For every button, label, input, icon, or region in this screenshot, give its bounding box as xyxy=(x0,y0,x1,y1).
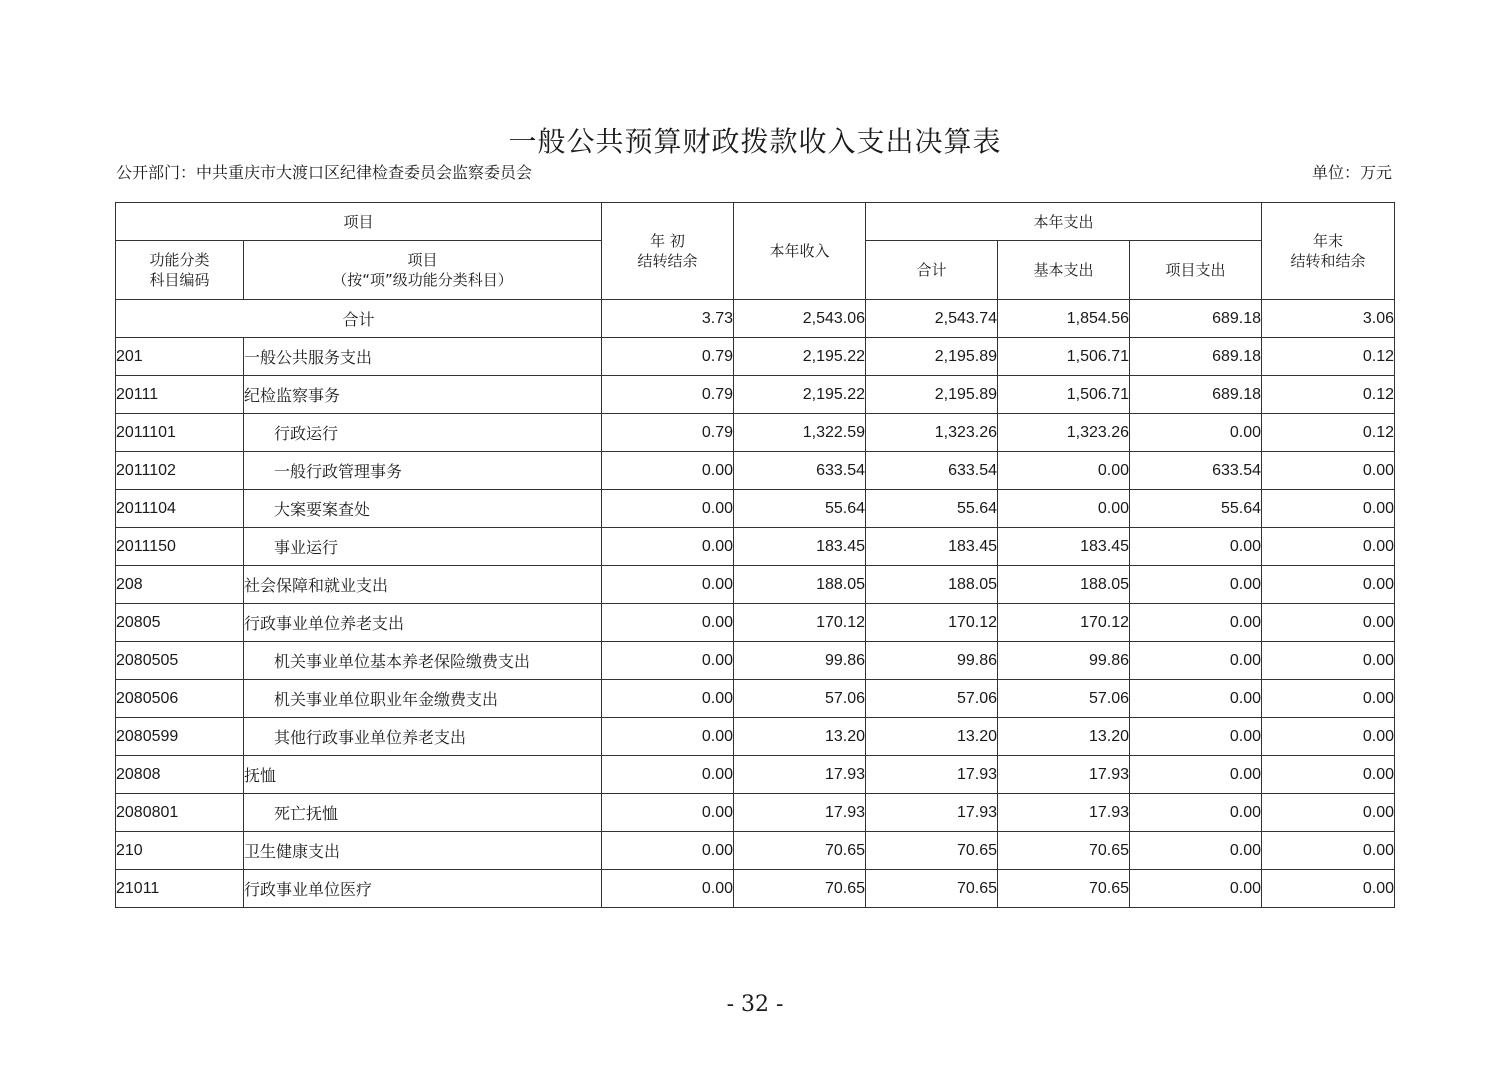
row-name: 纪检监察事务 xyxy=(244,376,602,414)
row-end: 0.00 xyxy=(1262,718,1395,756)
row-begin: 0.79 xyxy=(602,414,734,452)
row-expense-basic: 1,506.71 xyxy=(998,338,1130,376)
row-income: 633.54 xyxy=(734,452,866,490)
row-income: 2,195.22 xyxy=(734,338,866,376)
header-end-balance-text: 年末 结转和结余 xyxy=(1290,232,1366,270)
department-label: 公开部门：中共重庆市大渡口区纪律检查委员会监察委员会 xyxy=(116,163,533,182)
row-end: 0.12 xyxy=(1262,414,1395,452)
header-item-group: 项目 xyxy=(116,203,602,241)
row-expense-total: 70.65 xyxy=(866,832,998,870)
table-row xyxy=(116,528,1395,566)
row-expense-total: 170.12 xyxy=(866,604,998,642)
row-code: 2080599 xyxy=(116,718,244,756)
table-row xyxy=(116,490,1395,528)
row-begin: 0.00 xyxy=(602,756,734,794)
header-expense-total: 合计 xyxy=(866,241,998,300)
row-expense-project: 689.18 xyxy=(1130,338,1262,376)
unit-label: 单位：万元 xyxy=(1311,163,1392,182)
row-expense-total: 13.20 xyxy=(866,718,998,756)
table-row xyxy=(116,376,1395,414)
row-income: 70.65 xyxy=(734,870,866,908)
row-expense-basic: 1,323.26 xyxy=(998,414,1130,452)
table-row xyxy=(116,870,1395,908)
row-end: 0.00 xyxy=(1262,490,1395,528)
row-income: 57.06 xyxy=(734,680,866,718)
row-end: 0.00 xyxy=(1262,528,1395,566)
row-expense-basic: 17.93 xyxy=(998,794,1130,832)
total-row xyxy=(116,300,1395,338)
row-begin: 0.00 xyxy=(602,452,734,490)
header-end-balance xyxy=(1262,203,1395,300)
row-end: 0.00 xyxy=(1262,642,1395,680)
table-row xyxy=(116,414,1395,452)
row-income: 17.93 xyxy=(734,756,866,794)
row-name: 其他行政事业单位养老支出 xyxy=(244,718,602,756)
total-expense-total: 2,543.74 xyxy=(866,300,998,338)
table-row xyxy=(116,642,1395,680)
row-expense-project: 633.54 xyxy=(1130,452,1262,490)
row-begin: 0.00 xyxy=(602,528,734,566)
row-expense-total: 57.06 xyxy=(866,680,998,718)
table-row xyxy=(116,832,1395,870)
row-expense-total: 99.86 xyxy=(866,642,998,680)
table-row xyxy=(116,756,1395,794)
row-name: 行政运行 xyxy=(244,414,602,452)
table-row xyxy=(116,604,1395,642)
row-code: 2011102 xyxy=(116,452,244,490)
row-name: 卫生健康支出 xyxy=(244,832,602,870)
total-income: 2,543.06 xyxy=(734,300,866,338)
row-name: 行政事业单位养老支出 xyxy=(244,604,602,642)
row-income: 2,195.22 xyxy=(734,376,866,414)
row-code: 20805 xyxy=(116,604,244,642)
total-expense-basic: 1,854.56 xyxy=(998,300,1130,338)
table-row xyxy=(116,338,1395,376)
row-begin: 0.00 xyxy=(602,642,734,680)
row-income: 188.05 xyxy=(734,566,866,604)
budget-table xyxy=(115,202,1395,908)
header-code-text: 功能分类 科目编码 xyxy=(149,251,210,289)
row-expense-total: 633.54 xyxy=(866,452,998,490)
row-begin: 0.00 xyxy=(602,680,734,718)
row-code: 21011 xyxy=(116,870,244,908)
row-begin: 0.00 xyxy=(602,832,734,870)
row-expense-total: 17.93 xyxy=(866,794,998,832)
row-end: 0.00 xyxy=(1262,870,1395,908)
row-end: 0.00 xyxy=(1262,604,1395,642)
row-expense-total: 183.45 xyxy=(866,528,998,566)
row-expense-basic: 170.12 xyxy=(998,604,1130,642)
row-expense-basic: 13.20 xyxy=(998,718,1130,756)
row-code: 201 xyxy=(116,338,244,376)
row-expense-project: 0.00 xyxy=(1130,756,1262,794)
row-expense-basic: 57.06 xyxy=(998,680,1130,718)
row-code: 2080801 xyxy=(116,794,244,832)
table-row xyxy=(116,566,1395,604)
row-expense-project: 689.18 xyxy=(1130,376,1262,414)
row-begin: 0.00 xyxy=(602,566,734,604)
row-expense-basic: 188.05 xyxy=(998,566,1130,604)
row-income: 13.20 xyxy=(734,718,866,756)
row-name: 一般公共服务支出 xyxy=(244,338,602,376)
total-end: 3.06 xyxy=(1262,300,1395,338)
row-expense-basic: 70.65 xyxy=(998,870,1130,908)
row-begin: 0.00 xyxy=(602,604,734,642)
row-begin: 0.00 xyxy=(602,490,734,528)
row-name: 死亡抚恤 xyxy=(244,794,602,832)
row-code: 20111 xyxy=(116,376,244,414)
row-expense-basic: 183.45 xyxy=(998,528,1130,566)
table-row xyxy=(116,794,1395,832)
header-income: 本年收入 xyxy=(734,203,866,300)
header-item xyxy=(244,241,602,300)
page-number: - 32 - xyxy=(726,992,784,1017)
row-expense-project: 0.00 xyxy=(1130,870,1262,908)
table-row xyxy=(116,680,1395,718)
row-code: 2080505 xyxy=(116,642,244,680)
row-expense-project: 55.64 xyxy=(1130,490,1262,528)
row-code: 2011101 xyxy=(116,414,244,452)
row-end: 0.12 xyxy=(1262,376,1395,414)
row-expense-project: 0.00 xyxy=(1130,642,1262,680)
row-begin: 0.79 xyxy=(602,338,734,376)
row-expense-project: 0.00 xyxy=(1130,794,1262,832)
row-income: 17.93 xyxy=(734,794,866,832)
row-begin: 0.79 xyxy=(602,376,734,414)
row-expense-project: 0.00 xyxy=(1130,680,1262,718)
header-expense-group: 本年支出 xyxy=(866,203,1262,241)
row-expense-project: 0.00 xyxy=(1130,414,1262,452)
header-item-text: 项目 （按“项”级功能分类科目） xyxy=(332,251,513,289)
row-end: 0.00 xyxy=(1262,452,1395,490)
row-name: 一般行政管理事务 xyxy=(244,452,602,490)
row-expense-total: 2,195.89 xyxy=(866,338,998,376)
row-expense-project: 0.00 xyxy=(1130,528,1262,566)
row-begin: 0.00 xyxy=(602,718,734,756)
row-expense-basic: 1,506.71 xyxy=(998,376,1130,414)
total-label: 合计 xyxy=(116,300,602,338)
header-begin-balance-text: 年 初 结转结余 xyxy=(637,232,698,270)
row-end: 0.00 xyxy=(1262,756,1395,794)
row-income: 1,322.59 xyxy=(734,414,866,452)
header-code xyxy=(116,241,244,300)
row-expense-project: 0.00 xyxy=(1130,566,1262,604)
row-income: 170.12 xyxy=(734,604,866,642)
page-title: 一般公共预算财政拨款收入支出决算表 xyxy=(508,125,1002,158)
row-expense-total: 2,195.89 xyxy=(866,376,998,414)
row-end: 0.00 xyxy=(1262,680,1395,718)
row-end: 0.00 xyxy=(1262,566,1395,604)
row-expense-basic: 0.00 xyxy=(998,452,1130,490)
row-expense-project: 0.00 xyxy=(1130,604,1262,642)
row-expense-total: 17.93 xyxy=(866,756,998,794)
row-code: 210 xyxy=(116,832,244,870)
row-code: 2011150 xyxy=(116,528,244,566)
row-name: 机关事业单位基本养老保险缴费支出 xyxy=(244,642,602,680)
row-name: 抚恤 xyxy=(244,756,602,794)
header-expense-project: 项目支出 xyxy=(1130,241,1262,300)
row-income: 99.86 xyxy=(734,642,866,680)
row-end: 0.00 xyxy=(1262,794,1395,832)
header-expense-basic: 基本支出 xyxy=(998,241,1130,300)
row-income: 183.45 xyxy=(734,528,866,566)
row-expense-basic: 0.00 xyxy=(998,490,1130,528)
row-expense-project: 0.00 xyxy=(1130,718,1262,756)
row-name: 机关事业单位职业年金缴费支出 xyxy=(244,680,602,718)
row-expense-total: 1,323.26 xyxy=(866,414,998,452)
row-begin: 0.00 xyxy=(602,870,734,908)
row-expense-project: 0.00 xyxy=(1130,832,1262,870)
row-end: 0.00 xyxy=(1262,832,1395,870)
table-row xyxy=(116,452,1395,490)
row-expense-basic: 70.65 xyxy=(998,832,1130,870)
row-expense-total: 55.64 xyxy=(866,490,998,528)
total-begin: 3.73 xyxy=(602,300,734,338)
row-income: 55.64 xyxy=(734,490,866,528)
row-name: 事业运行 xyxy=(244,528,602,566)
row-expense-basic: 99.86 xyxy=(998,642,1130,680)
row-expense-total: 70.65 xyxy=(866,870,998,908)
total-expense-project: 689.18 xyxy=(1130,300,1262,338)
row-code: 2080506 xyxy=(116,680,244,718)
table-row xyxy=(116,718,1395,756)
row-expense-total: 188.05 xyxy=(866,566,998,604)
row-code: 20808 xyxy=(116,756,244,794)
row-code: 2011104 xyxy=(116,490,244,528)
row-name: 社会保障和就业支出 xyxy=(244,566,602,604)
row-end: 0.12 xyxy=(1262,338,1395,376)
header-begin-balance xyxy=(602,203,734,300)
row-name: 大案要案查处 xyxy=(244,490,602,528)
row-code: 208 xyxy=(116,566,244,604)
row-begin: 0.00 xyxy=(602,794,734,832)
row-income: 70.65 xyxy=(734,832,866,870)
row-name: 行政事业单位医疗 xyxy=(244,870,602,908)
row-expense-basic: 17.93 xyxy=(998,756,1130,794)
